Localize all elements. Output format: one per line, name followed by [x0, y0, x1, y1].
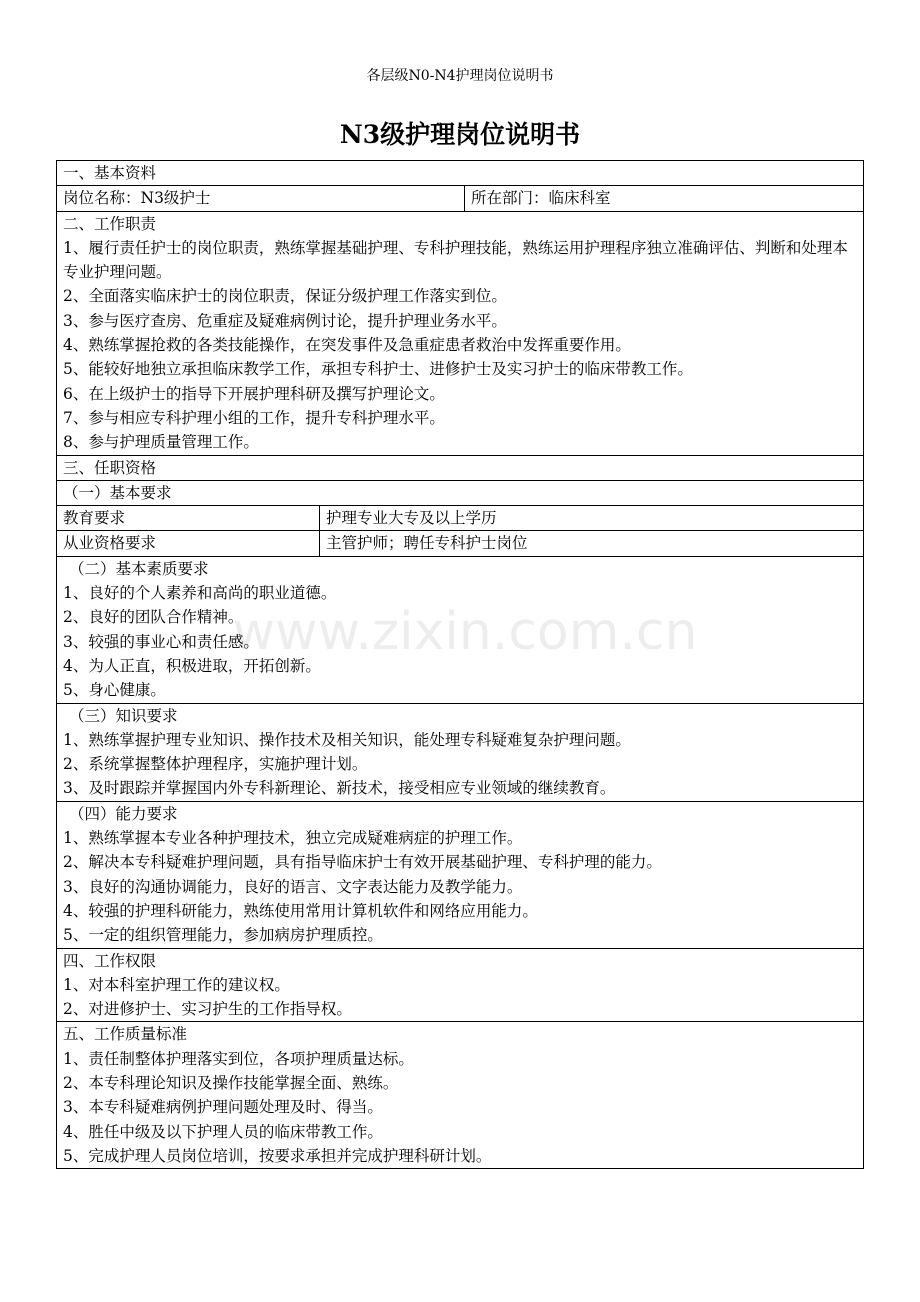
section-duties-row [57, 211, 864, 455]
list-item: 2、本专科理论知识及操作技能掌握全面、熟练。 [63, 1073, 399, 1092]
list-item: 3、较强的事业心和责任感。 [63, 632, 259, 651]
qualification-value: 主管护师；聘任专科护士岗位 [320, 531, 864, 556]
qualification-label: 从业资格要求 [57, 531, 320, 556]
document-title: N3级护理岗位说明书 [339, 120, 581, 149]
list-item: 2、全面落实临床护士的岗位职责，保证分级护理工作落实到位。 [63, 287, 507, 306]
section-heading: 三、任职资格 [57, 455, 864, 480]
list-item: 2、良好的团队合作精神。 [63, 608, 244, 627]
list-item: 6、在上级护士的指导下开展护理科研及撰写护理论文。 [63, 384, 445, 403]
quality-standards-cell [57, 1022, 864, 1169]
section-qualifications-row [57, 455, 864, 480]
list-item: 7、参与相应专科护理小组的工作，提升专科护理水平。 [63, 408, 445, 427]
section-basic-info-row [57, 161, 864, 186]
subsection-heading: （四）能力要求 [69, 804, 178, 823]
list-item: 3、参与医疗查房、危重症及疑难病例讨论，提升护理业务水平。 [63, 311, 507, 330]
duties-cell [57, 211, 864, 455]
list-item: 2、对进修护士、实习护生的工作指导权。 [63, 1000, 352, 1019]
section-heading: 四、工作权限 [63, 951, 157, 970]
knowledge-requirements-row [57, 703, 864, 801]
section-heading: 一、基本资料 [57, 161, 864, 186]
quality-cell [57, 556, 864, 703]
list-item: 5、一定的组织管理能力，参加病房护理质控。 [63, 926, 383, 945]
list-item: 1、责任制整体护理落实到位，各项护理质量达标。 [63, 1049, 414, 1068]
section-heading: 二、工作职责 [63, 214, 157, 233]
section-heading: 五、工作质量标准 [63, 1025, 188, 1044]
subsection-heading: （三）知识要求 [69, 706, 178, 725]
knowledge-cell [57, 703, 864, 801]
running-header: 各层级N0-N4护理岗位说明书 [366, 68, 554, 84]
department-cell: 所在部门：临床科室 [465, 186, 864, 211]
list-item: 1、良好的个人素养和高尚的职业道德。 [63, 584, 337, 603]
position-row [57, 186, 864, 211]
education-label: 教育要求 [57, 506, 320, 531]
list-item: 1、熟练掌握护理专业知识、操作技术及相关知识，能处理专科疑难复杂护理问题。 [63, 730, 631, 749]
position-name-cell: 岗位名称：N3级护士 [57, 186, 465, 211]
quality-requirements-row [57, 556, 864, 703]
ability-requirements-row [57, 801, 864, 948]
list-item: 3、良好的沟通协调能力，良好的语言、文字表达能力及教学能力。 [63, 877, 523, 896]
list-item: 8、参与护理质量管理工作。 [63, 433, 259, 452]
subsection-heading: （二）基本素质要求 [69, 559, 209, 578]
job-description-table [56, 160, 864, 1169]
subsection-heading: （一）基本要求 [57, 480, 864, 505]
list-item: 1、对本科室护理工作的建议权。 [63, 975, 290, 994]
list-item: 5、完成护理人员岗位培训，按要求承担并完成护理科研计划。 [63, 1146, 492, 1165]
section-quality-standards-row [57, 1022, 864, 1169]
list-item: 1、履行责任护士的岗位职责，熟练掌握基础护理、专科护理技能，熟练运用护理程序独立准确评估、判断和处理本专业护理问题。 [63, 238, 848, 282]
list-item: 4、熟练掌握抢救的各类技能操作，在突发事件及急重症患者救治中发挥重要作用。 [63, 336, 631, 355]
basic-requirements-heading-row [57, 480, 864, 505]
list-item: 1、熟练掌握本专业各种护理技术，独立完成疑难病症的护理工作。 [63, 829, 523, 848]
list-item: 2、系统掌握整体护理程序，实施护理计划。 [63, 755, 368, 774]
authority-cell [57, 948, 864, 1022]
list-item: 4、胜任中级及以下护理人员的临床带教工作。 [63, 1122, 383, 1141]
list-item: 4、较强的护理科研能力，熟练使用常用计算机软件和网络应用能力。 [63, 901, 538, 920]
education-row [57, 506, 864, 531]
qualification-row [57, 531, 864, 556]
education-value: 护理专业大专及以上学历 [320, 506, 864, 531]
list-item: 4、为人正直，积极进取，开拓创新。 [63, 656, 321, 675]
section-authority-row [57, 948, 864, 1022]
list-item: 2、解决本专科疑难护理问题，具有指导临床护士有效开展基础护理、专科护理的能力。 [63, 853, 662, 872]
list-item: 5、身心健康。 [63, 681, 166, 700]
ability-cell [57, 801, 864, 948]
list-item: 5、能较好地独立承担临床教学工作，承担专科护士、进修护士及实习护士的临床带教工作。 [63, 360, 693, 379]
list-item: 3、及时跟踪并掌握国内外专科新理论、新技术，接受相应专业领域的继续教育。 [63, 779, 616, 798]
list-item: 3、本专科疑难病例护理问题处理及时、得当。 [63, 1098, 383, 1117]
watermark-text: www.zixin.com.cn [232, 602, 698, 662]
